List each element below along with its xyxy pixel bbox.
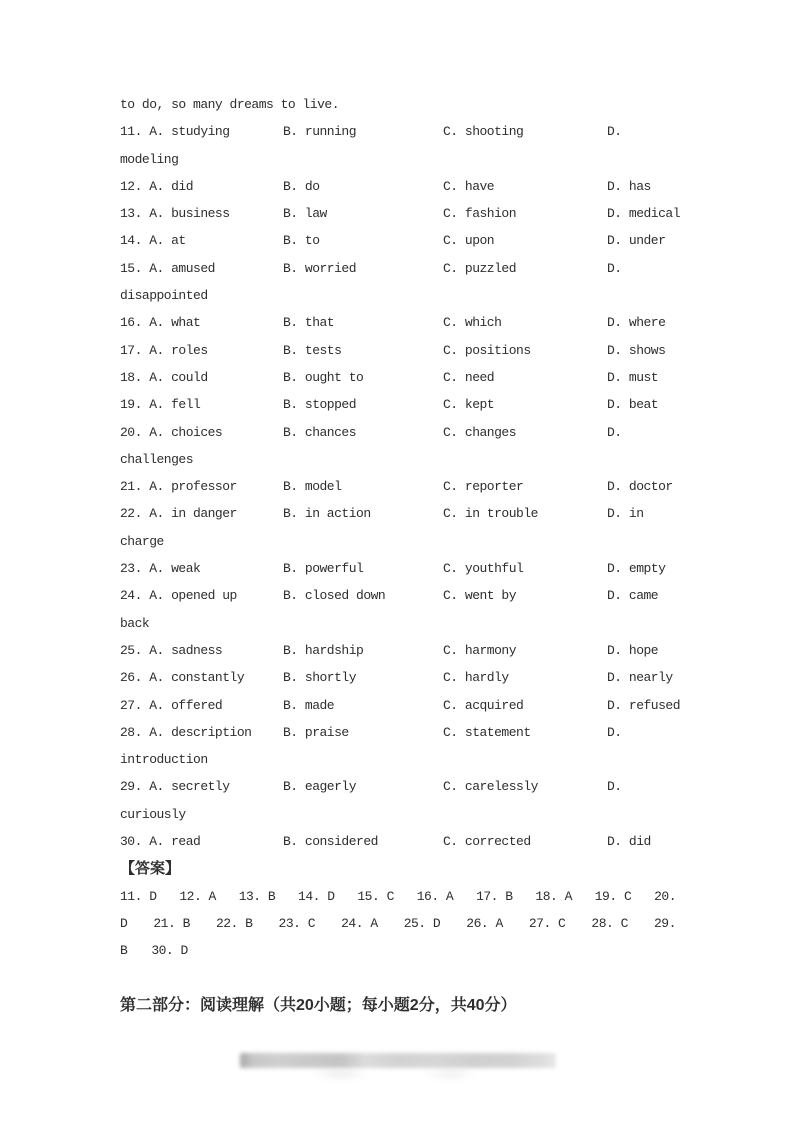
- option-cell: 19. A. fell: [120, 397, 201, 413]
- answer-item: 26. A: [466, 915, 503, 931]
- continuation-line: challenges: [120, 451, 194, 467]
- question-row: [120, 773, 678, 800]
- option-cell: D. where: [607, 315, 666, 331]
- option-cell: D. must: [607, 369, 659, 385]
- option-cell: C. reporter: [443, 479, 524, 495]
- answer-item: B: [120, 943, 128, 959]
- answer-item: 13. B: [238, 888, 276, 904]
- question-row: [120, 828, 678, 855]
- answer-item: 20.: [654, 888, 676, 904]
- answer-item: 23. C: [278, 915, 316, 931]
- option-cell: B. stopped: [283, 397, 357, 413]
- option-cell: C. carelessly: [443, 779, 538, 795]
- option-cell: C. have: [443, 178, 495, 194]
- continuation-line: charge: [120, 533, 164, 549]
- option-cell: 21. A. professor: [120, 479, 237, 495]
- question-row: [120, 419, 678, 446]
- answer-item: D: [120, 915, 128, 931]
- option-cell: 20. A. choices: [120, 424, 223, 440]
- option-cell: D.: [607, 724, 622, 740]
- option-cell: C. went by: [443, 588, 517, 604]
- continuation-line: curiously: [120, 806, 186, 822]
- answers-block: [120, 883, 678, 965]
- option-cell: B. do: [283, 178, 320, 194]
- option-cell: 30. A. read: [120, 834, 201, 850]
- answer-line: [120, 910, 676, 937]
- option-cell: D.: [607, 779, 622, 795]
- answer-item: 18. A: [535, 888, 572, 904]
- option-cell: B. ought to: [283, 369, 364, 385]
- option-cell: D. has: [607, 178, 651, 194]
- section-title: 第二部分：阅读理解（共20小题；每小题2分，共40分）: [120, 996, 517, 1014]
- blank-line: [120, 965, 678, 992]
- intro-line: to do, so many dreams to live.: [120, 97, 340, 112]
- answer-line: [120, 883, 676, 910]
- option-cell: D. did: [607, 834, 651, 850]
- option-cell: D.: [607, 424, 622, 440]
- answer-item: 28. C: [591, 915, 628, 931]
- option-cell: C. fashion: [443, 206, 517, 222]
- answers-heading: 【答案】: [120, 860, 181, 878]
- option-cell: B. made: [283, 697, 335, 713]
- option-cell: B. running: [283, 124, 357, 140]
- option-cell: 16. A. what: [120, 315, 201, 331]
- question-row: [120, 555, 678, 582]
- option-cell: 17. A. roles: [120, 342, 208, 358]
- option-cell: C. need: [443, 369, 495, 385]
- option-cell: C. youthful: [443, 561, 524, 577]
- option-cell: 11. A. studying: [120, 124, 230, 140]
- question-row: [120, 255, 678, 282]
- question-row: [120, 391, 678, 418]
- question-row: [120, 500, 678, 527]
- option-cell: C. shooting: [443, 124, 524, 140]
- option-cell: C. hardly: [443, 670, 509, 686]
- option-cell: C. positions: [443, 342, 531, 358]
- option-cell: D.: [607, 124, 622, 140]
- option-cell: D. refused: [607, 697, 681, 713]
- question-row: [120, 582, 678, 609]
- option-cell: 28. A. description: [120, 724, 252, 740]
- question-row: [120, 719, 678, 746]
- option-cell: D. shows: [607, 342, 666, 358]
- answer-item: 27. C: [528, 915, 566, 931]
- option-cell: D. came: [607, 588, 659, 604]
- option-cell: 14. A. at: [120, 233, 186, 249]
- option-cell: 24. A. opened up: [120, 588, 237, 604]
- answer-item: 17. B: [476, 888, 513, 904]
- answer-item: 22. B: [215, 915, 253, 931]
- question-row: [120, 200, 681, 227]
- answer-item: 16. A: [416, 888, 454, 904]
- option-cell: C. changes: [443, 424, 517, 440]
- option-cell: D.: [607, 260, 622, 276]
- option-cell: B. shortly: [283, 670, 357, 686]
- option-cell: B. in action: [283, 506, 371, 522]
- option-cell: 29. A. secretly: [120, 779, 230, 795]
- option-cell: B. closed down: [283, 588, 386, 604]
- option-cell: B. worried: [283, 260, 357, 276]
- option-cell: D. hope: [607, 642, 659, 658]
- option-cell: B. hardship: [283, 642, 364, 658]
- document-content: [120, 91, 681, 1019]
- question-row: [120, 173, 678, 200]
- option-cell: B. powerful: [283, 561, 364, 577]
- question-row: [120, 309, 678, 336]
- answer-item: 14. D: [298, 888, 335, 904]
- answer-item: 12. A: [179, 888, 216, 904]
- question-row: [120, 227, 678, 254]
- option-cell: C. upon: [443, 233, 495, 249]
- option-cell: B. that: [283, 315, 335, 331]
- option-cell: C. statement: [443, 724, 531, 740]
- questions-block: [120, 118, 681, 855]
- option-cell: 23. A. weak: [120, 561, 201, 577]
- continuation-line: back: [120, 615, 150, 631]
- option-cell: D. nearly: [607, 670, 673, 686]
- answer-item: 11. D: [120, 888, 157, 904]
- option-cell: C. acquired: [443, 697, 524, 713]
- answer-item: 30. D: [151, 943, 188, 959]
- option-cell: 27. A. offered: [120, 697, 223, 713]
- option-cell: D. under: [607, 233, 666, 249]
- continuation-line: modeling: [120, 151, 179, 167]
- answer-item: 25. D: [403, 915, 441, 931]
- continuation-line: introduction: [120, 752, 208, 768]
- option-cell: C. which: [443, 315, 502, 331]
- answer-item: 24. A: [341, 915, 378, 931]
- option-cell: B. model: [283, 479, 342, 495]
- option-cell: B. to: [283, 233, 320, 249]
- option-cell: B. praise: [283, 724, 349, 740]
- answer-item: 19. C: [594, 888, 632, 904]
- option-cell: C. kept: [443, 397, 495, 413]
- watermark-haze: [270, 1066, 530, 1088]
- option-cell: D. beat: [607, 397, 659, 413]
- option-cell: 12. A. did: [120, 178, 194, 194]
- option-cell: C. corrected: [443, 834, 531, 850]
- option-cell: D. doctor: [607, 479, 673, 495]
- question-row: [120, 364, 678, 391]
- option-cell: B. eagerly: [283, 779, 357, 795]
- option-cell: C. in trouble: [443, 506, 538, 522]
- option-cell: B. tests: [283, 342, 342, 358]
- option-cell: 15. A. amused: [120, 260, 215, 276]
- option-cell: 25. A. sadness: [120, 642, 223, 658]
- option-cell: D. medical: [607, 206, 681, 222]
- answer-item: 29.: [654, 915, 676, 931]
- continuation-line: disappointed: [120, 288, 208, 304]
- question-row: [120, 637, 678, 664]
- question-row: [120, 473, 678, 500]
- option-cell: 26. A. constantly: [120, 670, 245, 686]
- question-row: [120, 118, 678, 145]
- answer-item: 15. C: [357, 888, 394, 904]
- option-cell: C. harmony: [443, 642, 517, 658]
- question-row: [120, 692, 681, 719]
- option-cell: B. considered: [283, 834, 378, 850]
- option-cell: 13. A. business: [120, 206, 230, 222]
- question-row: [120, 664, 678, 691]
- answer-item: 21. B: [153, 915, 190, 931]
- question-row: [120, 337, 678, 364]
- option-cell: D. empty: [607, 561, 666, 577]
- option-cell: D. in: [607, 506, 644, 522]
- answer-line: [120, 937, 676, 964]
- option-cell: B. chances: [283, 424, 357, 440]
- option-cell: 18. A. could: [120, 369, 208, 385]
- option-cell: 22. A. in danger: [120, 506, 237, 522]
- option-cell: C. puzzled: [443, 260, 517, 276]
- option-cell: B. law: [283, 206, 327, 222]
